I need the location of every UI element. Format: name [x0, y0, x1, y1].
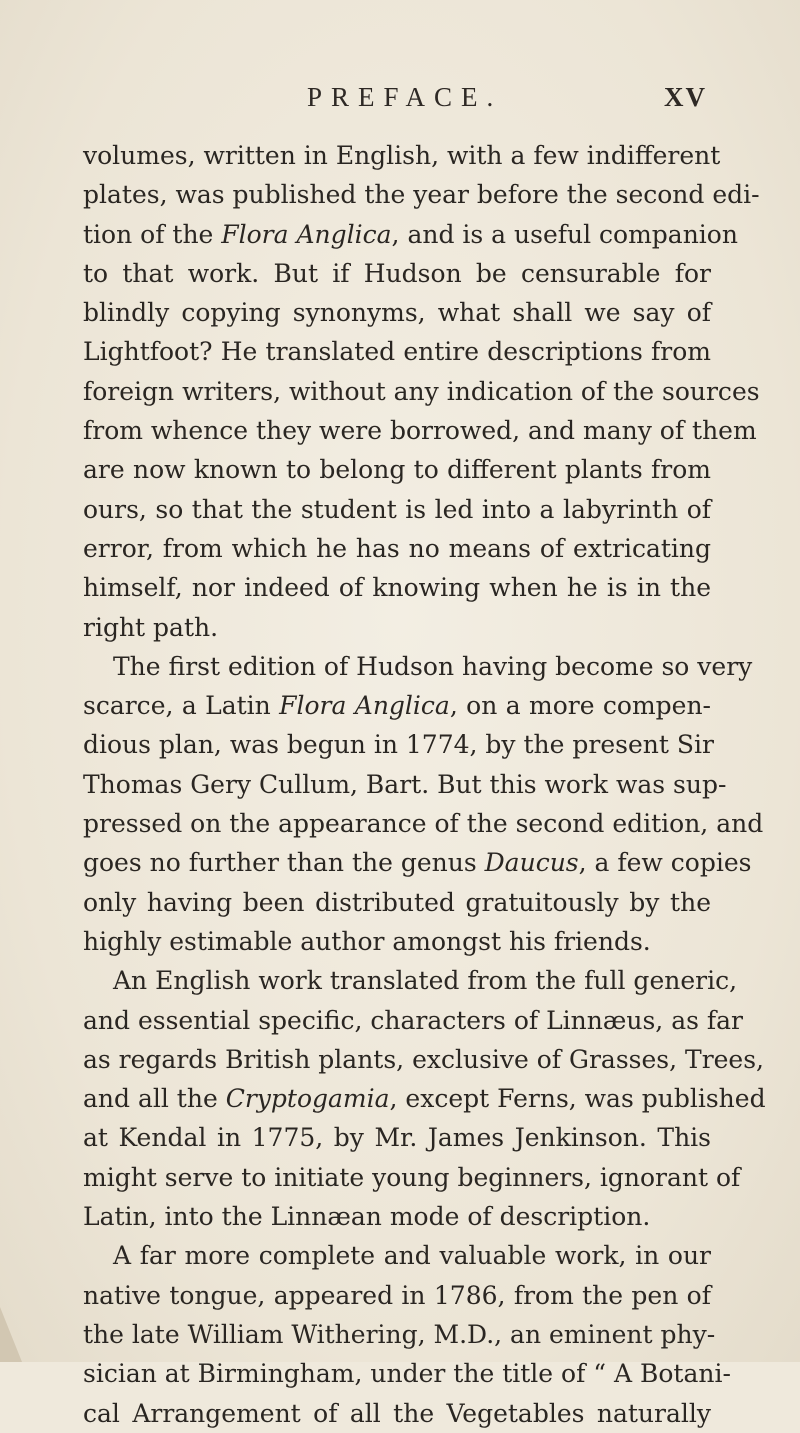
text-line — [83, 372, 760, 411]
italic-text: Daucus — [484, 848, 579, 878]
text-segment: and all the — [83, 1084, 226, 1114]
text-line — [83, 450, 711, 489]
text-line — [83, 1118, 711, 1157]
text-segment: to that work. But if Hudson be censurable for — [83, 258, 711, 288]
text-line — [83, 254, 711, 293]
text-line — [83, 725, 714, 764]
page-number: XV — [664, 82, 707, 112]
text-line — [83, 1079, 766, 1118]
text-line — [83, 883, 711, 922]
text-segment: blindly copying synonyms, what shall we say of — [83, 298, 711, 328]
text-segment: cal Arrangement of all the Vegetables naturally — [83, 1398, 711, 1428]
text-segment: native tongue, appeared in 1786, from the pen of — [83, 1280, 711, 1310]
text-line — [83, 175, 760, 214]
text-line — [83, 608, 711, 647]
text-line — [83, 1394, 711, 1433]
text-segment: as regards British plants, exclusive of Grasses, Trees, — [83, 1044, 765, 1074]
text-segment: A far more complete and valuable work, in our — [113, 1241, 711, 1271]
text-line — [83, 215, 738, 254]
text-line — [83, 804, 764, 843]
text-line — [83, 1040, 765, 1079]
text-segment: , a few copies — [578, 848, 752, 878]
text-segment: , and is a useful companion — [391, 219, 738, 249]
text-segment: and essential specific, characters of Linnæus, as far — [83, 1005, 743, 1035]
text-line — [83, 843, 752, 882]
body-text — [83, 136, 766, 1433]
text-line — [83, 568, 711, 607]
text-line — [83, 1276, 711, 1315]
text-line — [83, 411, 757, 450]
italic-text: Flora Anglica — [221, 219, 392, 249]
text-segment: error, from which he has no means of extricating — [83, 533, 711, 563]
text-segment: only having been distributed gratuitously by the — [83, 887, 711, 917]
text-line — [83, 1158, 741, 1197]
text-segment: The first edition of Hudson having become so very — [113, 651, 753, 681]
text-segment: are now known to belong to different plants from — [83, 455, 711, 485]
running-head-title: PREFACE. — [307, 82, 503, 112]
text-segment: plates, was published the year before the second edi- — [83, 180, 760, 210]
text-segment: from whence they were borrowed, and many of them — [83, 416, 757, 446]
text-line — [83, 490, 711, 529]
italic-text: Flora Anglica — [279, 691, 450, 721]
text-line — [83, 1354, 731, 1393]
text-segment: pressed on the appearance of the second edition, and — [83, 809, 764, 839]
text-line — [83, 1001, 743, 1040]
text-line — [83, 1197, 711, 1236]
text-line — [83, 647, 753, 686]
text-segment: might serve to initiate young beginners, ignorant of — [83, 1162, 741, 1192]
text-segment: sician at Birmingham, under the title of “ A Botani- — [83, 1359, 731, 1389]
text-line — [83, 136, 721, 175]
text-line — [83, 529, 711, 568]
text-segment: tion of the — [83, 219, 222, 249]
text-line — [83, 765, 727, 804]
running-head — [0, 82, 800, 122]
text-segment: the late William Withering, M.D., an eminent phy- — [83, 1319, 716, 1349]
text-line — [83, 961, 738, 1000]
text-line — [83, 1315, 716, 1354]
text-segment: , on a more compen- — [449, 691, 711, 721]
text-line — [83, 1236, 711, 1275]
text-segment: himself, nor indeed of knowing when he is in the — [83, 573, 711, 603]
text-segment: , except Ferns, was published — [389, 1084, 766, 1114]
text-segment: at Kendal in 1775, by Mr. James Jenkinson. This — [83, 1123, 711, 1153]
text-segment: dious plan, was begun in 1774, by the present Sir — [83, 730, 714, 760]
text-line — [83, 922, 711, 961]
text-segment: An English work translated from the full generic, — [113, 966, 738, 996]
text-line — [83, 332, 711, 371]
text-segment: goes no further than the genus — [83, 848, 485, 878]
text-segment: foreign writers, without any indication of the sources — [83, 376, 760, 406]
text-line — [83, 293, 711, 332]
text-segment: Thomas Gery Cullum, Bart. But this work was sup- — [83, 769, 727, 799]
text-segment: ours, so that the student is led into a labyrinth of — [83, 494, 711, 524]
text-segment: Latin, into the Linnæan mode of description. — [83, 1202, 651, 1232]
text-segment: volumes, written in English, with a few indifferent — [83, 141, 721, 170]
text-segment: scarce, a Latin — [83, 691, 280, 721]
italic-text: Cryptogamia — [225, 1084, 390, 1114]
text-segment: right path. — [83, 612, 219, 642]
text-segment: highly estimable author amongst his friends. — [83, 926, 651, 956]
text-segment: Lightfoot? He translated entire descriptions from — [83, 337, 711, 367]
text-line — [83, 686, 711, 725]
page-edge-shadow — [0, 1307, 22, 1362]
